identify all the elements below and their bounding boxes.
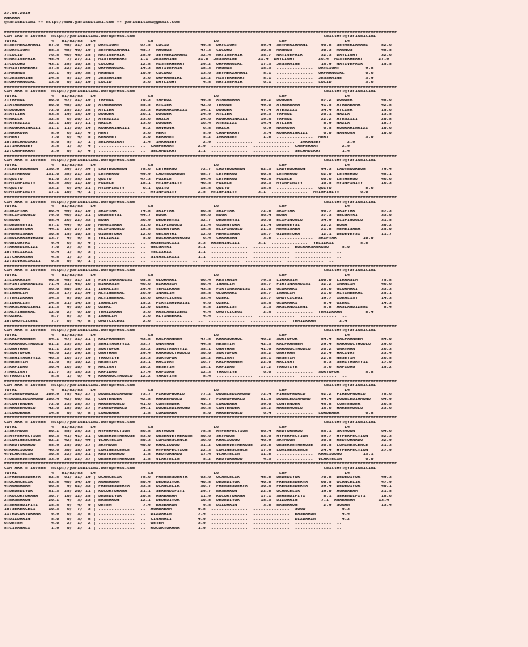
horse-row: 5:ROGKARINKIZI 31.1 11/ 26/ 14 | ROGKARINKIZI 8.2 NAVROVA 6.8 NAZLA 6.9 NAVROVA 6.5 ROGKARINKIZI 10.6: [4, 127, 392, 132]
section-separator: ######################################################################################################################################################: [4, 195, 397, 200]
horse-row: 7:KUCUKTURANA 30.7 10/ 12/ 25 | DEDEDIYOK 20.8 AGABABAM 11.9 KUCUKTURANA 17.1 SERENDIPITI 8.1 SERENDIPITI 18.6: [4, 494, 392, 499]
section-separator: ######################################################################################################################################################: [4, 154, 397, 159]
horse-row: 7:OBSERVETHEROSE 33.9 20/ 22/ 37 | OBSERVETHEROSE 1.8 VLAKTELIN 5.2 REDTORNADO 4.3 .............. VLAKTELIN 6.0: [4, 457, 374, 462]
horse-row: 4:DOUBLEDIAMOND 106.4 42/ 60/ 52 | CONTENDER 42.8 HAKEEMOGLU 50.7 FIREOFWORLD 51.5 DOUBLEDIAMOND 54.4 DOUBLEDIAMOND 64.9: [4, 398, 392, 403]
column-header: TOTAL % 81/82/83 L4 L5 L6 L8F L4: [4, 163, 350, 168]
horse-row: 8:MYINFINITY 63.5 36/ 11/ 10 | FUZELE 18.1 MYINFINITY 46.5 FUZELE 30.3 MYINFINITY 16.5 MYINFINITY 16.3: [4, 182, 392, 187]
horse-row: 7:TEMIZKAAN 34.3 8/ 30/ 25 | ALTINBEKAL 16.6 UMUTCICEGI 33.4 OZEKL 23.7 UMUTCICEGI 19.7 IDEALIST 14.3: [4, 297, 392, 301]
horse-row: 4:KARAGOCTHODLU 61.2 23/ 25/ 18 | SEHITAGAYYIZ 33.7 ONAYHAN 44.8 NESETIM 42.3 KALFAANNEM 29.4 KARAGOCTHODLU 29.6: [4, 342, 392, 347]
horse-row: 3:DAYLIGHT 85.3 48/ 46/ 19 | SEYMEKZAMANI 45.7 MAGNUS 47.3 CUCURU 30.5 MAGNUS 30.3 MAGNUS 48.5: [4, 48, 392, 53]
horse-row: 11:IMKANSEY 3.5 1/ 3/ 4 | .............. .. CANFERAAT 2.9 .............. .............. CANFERAAT 2.9: [4, 145, 350, 150]
section-separator: ######################################################################################################################################################: [4, 416, 397, 421]
section-separator: ######################################################################################################################################################: [4, 324, 397, 329]
horse-row: 6:OETEM 4.0 2/ 1/ 2 | .............. .. OETEM 3.9 .............. .............. .............. ..: [4, 522, 342, 527]
horse-row: 5:UCANCELIK 63.8 40/ 34/ 19 | AGABABAM 50.4 DEDEDIYOK 40.8 DEDEDIYOK 40.8 PRENSESDERYA 60.5 UCANCELIK 47.9: [4, 480, 392, 485]
horse-row: 10:SELAMDIKAT 5.0 5/ 1/ 1 | SELAMDIKAT 1.4 IMKANSEY 2.9 .............. .............. IMKANSEY 2.9: [4, 140, 355, 145]
horse-row: 3:CONTENDER 72.0 23/ 28/ 37 | HAKEEMOGLU 41.6 CONTENDER 43.3 LORDBABA 39.6 CONTENDER 45.8 CONTENDER 26.5: [4, 402, 392, 407]
horse-row: 5:SEYMEKZAMANI 87.6 48/ 31/ 19 | DAYLIGHT 67.5 LUCID 49.8 DAYLIGHT 59.4 SEYMEKZAMANI 96.8 SEYMEKZAMANI 82.6: [4, 44, 392, 49]
horse-row: 1:PRENSESDERYA 82.5 61/ 31/ 19 | UCANCELIK 78.6 PRENSESDERYA 63.6 UCANCELIK 48.8 DEDEDIYOK 70.8 DEDEDIYOK 49.3: [4, 476, 392, 481]
horse-row: 2:BOLKARSAVRUSU 13.7 4/ 9/ 8 | YELIZKIZ 5.0 BOLKARSAVRUSU 6.4 CAKARSAN 3.8 .............. SKIPTAR 10.0: [4, 237, 374, 242]
race-header: CIM ARA = 167888 http://yarisbilimi.wordpress.com twitter:@YarisBilimi: [4, 90, 376, 95]
horse-row: 4:QUITO 33.2 6/ 24/ 21 | MYINFINITY 6.1 QUITO 15.5 QUITO 15.5 .............. QUITO 8.6: [4, 186, 374, 191]
column-header: TOTAL % 81/82/83 L4 L5 L6 L8F L4: [4, 333, 350, 338]
section-separator: ######################################################################################################################################################: [4, 85, 397, 90]
horse-row: 7:LUCID 76.5 46/ 45/ 25 | NATIVEFAIR 28.9 SEYMEKZAMANI 32.4 NATIVEFAIR 35.7 NATIVEFAIR 32.3 DAYLIGHT 32.6: [4, 53, 392, 58]
horse-row: 3:LETHERGO 131.0 38/ 21/ 28 | LETHERGO 49.9 LADYBOURBON 68.7 LETHERGO 60.5 LETHERGO 62.0 LETHERGO 48.1: [4, 172, 392, 177]
horse-row: 6:DOGUER 72.0 25/ 22/ 28 | ATLIER 33.3 ROGKARINKIZI 34.1 DOGUER 47.4 ATESZIZI 34.4 ATLIER 15.6: [4, 108, 392, 113]
race-header: CIM ARA = 167888 http://yarisbilimi.wordpress.com twitter:@YarisBilimi: [4, 466, 376, 471]
horse-row: 10:UMUTCICEGI 7.7 0/ 4/ 8 | UMUTCICEGI 2.6 .............. .. .............. .............. TEMIZKAAN 2.4: [4, 319, 348, 324]
race-header: CIM ARA = 167888 http://yarisbilimi.wordpress.com twitter:@YarisBilimi: [4, 329, 376, 334]
horse-row: 5:INANLIM 36.3 17/ 21/ 34 | ALTINBEKAL 26.9 INANLIM 38.8 GLORMAKI 28.7 INANLIM 21.6 ALTINBEKAL 25.1: [4, 292, 392, 297]
horse-row: 8:ATESZIZI 32.1 10/ 17/ 11 | NAZLA 13.6 DOGUER 16.4 ATESZIZI 14.4 ATLIER 8.9 NAZLA 18.7: [4, 122, 392, 127]
horse-row: 12:CANFERAAT 2.9 0/ 1/ 4 | .............. .. SELAMDIKAT 1.1 .............. .............. SELAMDIKAT 1.4: [4, 150, 350, 154]
horse-row: 2:MAGNUS 26.1 9/ 19/ 38 | MAGNUS 10.9 CUCURU 13.6 SEYMEKZAMANI 8.1 .............. ORPHANGIRL 6.6: [4, 71, 374, 76]
horse-row: 2:BASBARON 20.1 4/ 3/ 23 | BASBARON 12.1 DEDEDIYOK 10.8 DEDEDIYOK 18.3 DIZDARIN 7.1 AGABABAM 13.4: [4, 499, 390, 504]
race-header: CIM ARA = 167888 http://yarisbilimi.wordpress.com twitter:@YarisBilimi: [4, 159, 376, 164]
horse-row: 4:SEHITAGAYYIZ 46.3 16/ 17/ 19 | YAKUTIYE 23.3 SOKTOPUR 18.2 HACIVAT 25.1 NESETIM 22.8 NESETIM 26.5: [4, 356, 392, 361]
horse-row: 10:SEREKCELI 10.3 6/ 7/ 3 | .............. .. AGABABAM 9.8 .............. .............. SOGU 9.3: [4, 508, 350, 513]
race-header: CIM ARA = 167888 http://yarisbilimi.wordpress.com twitter:@YarisBilimi: [4, 269, 376, 274]
horse-row: 3:ATLIER 53.5 19/ 15/ 19 | DOGUER 26.1 DOGUER 24.9 ATLIER 29.3 YAPBOZ 26.1 NAZLA 13.5: [4, 113, 392, 118]
horse-row: 1:LORDBABA 14.8 0/ 6/ 8 | LORDBABA 1.8 LORDBABA 8.0 HAKEEMOGLU 6.4 .............. LORDBABA 6.8: [4, 411, 374, 416]
horse-row: 8:DEDEVEYSI 57.1 44/ 9/ 20 | MEMEISABA 31.6 ELIFINOGLU 21.4 GIDENTURA 21.4 DEDEVEYSI 22.2 BUGA 30.2: [4, 223, 392, 228]
horse-row: 4:ARSLANDIZENI 21.3 9/ 16/ 16 | OZEKL 12.0 OZEKL 5.8 IDEALIST 2.3 ARSLANDIZENI 5.8 ARSLANDIZENI 8.4: [4, 306, 392, 311]
horse-row: 8:NESETIM 31.6 8/ 16/ 12 | NESETIM 23.1 HACIVAT 16.7 KALFAANNEM 22.0 HACIVAT 8.3 SEHITAGAYYIZ 17.0: [4, 361, 392, 366]
race-header: CIM ARA = 167888 http://yarisbilimi.wordpress.com twitter:@YarisBilimi: [4, 384, 376, 389]
horse-row: 2:ALTINBEKAL 12.0 2/ 6/ 10 | TEMIZKAAN 3.6 ARSLANDIZENI 4.4 UMUTCICEGI 2.5 .............. TEMIZKAAN 8.4: [4, 310, 374, 315]
column-header: TOTAL % 81/82/83 L4 L5 L6 L8F L4: [4, 94, 350, 99]
column-header: TOTAL % 81/82/83 L4 L5 L6 L8F L4: [4, 205, 350, 210]
horse-row: 1:GIDENTURA 44.1 16/ 27/ 19 | ELIFINOGLU 18.5 GIDENTURA 18.8 ELIFINOGLU 21.3 MEMEISABA 21.8 MEMEISABA 25.0: [4, 228, 392, 233]
horse-row: 1:LIKRASIM 90.8 45/ 31/ 15 | FIRTINAVADISI 65.8 GLORMAKI 66.4 RESTANIM 79.3 LIKRASIM 100.0 LIKRASIM 75.8: [4, 278, 392, 283]
horse-row: 1:SKYMOON 80.1 55/ 25/ 23 | HYPERFECTION 86.8 SKYMOON 78.8 HYPERFECTION 66.4 REDTORNADO 85.1 SKYMOON 64.6: [4, 430, 392, 435]
race-header: CIM ARA = 167888 http://yarisbilimi.wordpress.com twitter:@YarisBilimi: [4, 421, 376, 426]
header-date: 27.08.2019: [4, 12, 31, 17]
horse-row: 3:SERENDIPITI 15.5 9/ 4/ 9 | OETEM 7.4 BASBARON 9.5 DIZDARIN 3.8 BASBARON 2.9 SOGAN 13.4: [4, 503, 392, 508]
horse-row: 8:DEDEDIYOK 51.3 25/ 20/ 11 | KUCUKTURANA 21.1 SERENDIPITI 29.7 BASBARON 22.8 UCANCELIK 19.0 AGABABAM 21.5: [4, 489, 392, 494]
section-separator: ######################################################################################################################################################: [4, 30, 397, 35]
horse-row: 11:KUCUKTURANA 9.9 6/ 3/ 8 | .............. .. DIZDARIN 7.4 .............. .............. BASBARON 4.4: [4, 512, 350, 517]
section-separator: ######################################################################################################################################################: [4, 462, 397, 467]
horse-row: 9:MERT 7.0 6/ 4/ 5 | KERAMET 3.0 KERAMET 5.2 IMKANSEY 1.8 .............. MERT 3.0: [4, 136, 374, 141]
horse-row: 6:GLORMAKI 56.0 50/ 19/ 21 | IDEALIST 29.4 TEMIZKAAN 43.8 FIRTINAVADISI 31.6 GLORMAKI 25.6 GLORMAKI 33.3: [4, 287, 392, 292]
horse-row: 10:YELIZKIZ 6.4 1/ 5/ 3 | .............. .. YELIZKIZ 1.1 .............. .............. .............. ..: [4, 251, 342, 256]
race-report-document: [4, 3, 524, 536]
horse-row: 5:HAKEEMOGLU 42.6 18/ 30/ 27 | FIREOFWORLD 34.1 DOUBLEDIAMOND 36.5 CONTENDER 15.2 HAKEEMOGLU 15.6 HAKEEMOGLU 23.6: [4, 407, 392, 412]
horse-row: 8:CIVANALI 1.9 0/ 2/ 1 | .............. .. KUCUKTURANA 1.9 .............. .............. .............. ..: [4, 526, 342, 531]
horse-row: 2:NAVROVA 8.9 6/ 12/ 4 | MERT 3.6 MERT 5.9 CANFERAAT 3.4 ROGKARINKIZI 6.0 NAVROVA 10.0: [4, 131, 392, 136]
header-credit: @YarisBilimi -- http://www.yarisbilimi.com -- yarisbilimi@gmail.com: [4, 21, 180, 26]
horse-row: 2:KAPIDAG 30.4 16/ 10/ 9 | HACIVAT 20.2 NESETIM 15.1 KAPIDAG 17.2 YAKUTIYE 3.6 KAPIDAG 15.2: [4, 365, 392, 370]
column-header: TOTAL % 81/82/83 L4 L5 L6 L8F L4: [4, 274, 350, 279]
report-lines: [4, 12, 524, 531]
horse-row: 6:JESSAMINE 24.5 5/ 11/ 34 | JESSAMINE 3.6 ORPHANGIRL 13.2 MISTERHEART 8.1 .............. JESSAMINE 3.9: [4, 76, 374, 81]
horse-row: 9:SOKTOPUR 45.6 12/ 29/ 18 | ONAYHAN 29.4 KARAGOCTHODLU 30.0 SOKTOPUR 35.2 ONAYHAN 22.4 HACIVAT 23.4: [4, 352, 392, 357]
horse-row: 8:FIRTINAVADISI 71.4 31/ 45/ 16 | BIRRASIM 46.6 BIRRASIM 50.4 INANLIM 35.7 FIRTINAVADISI 32.2 INANLIM 46.6: [4, 283, 392, 288]
horse-row: 9:DIZDARIN 5.0 0/ 3/ 8 | .............. .. CIVANALI 4.9 .............. .............. DIZDARIN 4.2: [4, 517, 350, 522]
horse-row: 7:HACIVAT 21.7 3/ 15/ 23 | KAPIDAG 17.4 KAPIDAG 12.3 YAKUTIYE 6.6 .............. SOKTOPUR 5.8: [4, 370, 374, 375]
horse-row: 3:HYPERFECTION 80.3 41/ 41/ 21 | OBSERVETHEROSE 53.0 OBSERVETHEROSE 50.6 SKYMOON 53.6 HYPERFECTION 59.7 HYPERFECTION 52.3: [4, 434, 392, 439]
horse-row: 1:CUCURU 43.1 28/ 16/ 18 | CUCURU 12.8 MISTERHEART 29.2 ORPHANGIRL 17.3 JESSAMINE 15.9 NATIVEFAIR 15.5: [4, 62, 392, 67]
section-separator: ######################################################################################################################################################: [4, 264, 397, 269]
horse-row: 6:BUGA 65.4 26/ 22/ 33 | BUGA 36.9 DEDEVEYSI 32.7 DEDEVEYSI 36.6 ELIFINOGLU 34.9 ELIFINOGLU 31.5: [4, 218, 392, 223]
race-header: CIM ARA = 167888 http://yarisbilimi.wordpress.com twitter:@YarisBilimi: [4, 200, 376, 205]
header-city: ANKARA: [4, 16, 20, 21]
column-header: TOTAL % 81/82/83 L4 L5 L6 L8F L4: [4, 425, 350, 430]
horse-row: 9:OZEKL 8.7 8/ 3/ 8 | INANLIM 2.6 ALTINBEKAL 4.4 .............. .............. .............. ..: [4, 315, 348, 320]
horse-row: 3:SKIPTAR 80.4 49/ 31/ 19 | SKIPTAR 74.8 SKIPTAR 86.8 SKIPTAR 72.8 SKIPTAR 96.7 SKIPTAR 57.3: [4, 209, 392, 214]
horse-row: 4:ELIFINOGLU 79.6 46/ 31/ 21 | DEDEVEYSI 44.7 BUGA 59.6 BUGA 56.4 BUGA 37.3 GELGAYRI 33.0: [4, 214, 392, 219]
horse-row: 12:SIVASLIKIZI 0.5 0/ 0/ 1 | .............. .. .............. .. .............. .............. .............. ..: [4, 260, 335, 265]
horse-row: 2:FIREOFWORLD 109.9 75/ 42/ 27 | DOUBLEDIAMOND 73.7 FIREOFWORLD 77.2 DOUBLEDIAMOND 72.4 FIREOFWORLD 92.2 FIREOFWORLD 78.6: [4, 393, 392, 398]
section-separator: ######################################################################################################################################################: [4, 379, 397, 384]
horse-row: 9:NATIVEFAIR 45.4 7/ 27/ 21 | MISTERHEART 1.1 JESSAMINE 31.8 JESSAMINE 21.4 DAYLIGHT 26.4 MISTERHEART 27.9: [4, 58, 390, 63]
column-header: TOTAL % 81/82/83 L4 L5 L6 L8F L4: [4, 388, 350, 393]
horse-row: 4:MISTERHEART 37.5 22/ 22/ 28 | ORPHANGIRL 14.3 NATIVEFAIR 18.3 MAGNUS 15.3 .............. DAYLIGHT 9.8: [4, 67, 374, 72]
horse-row: 4:NAZLA 32.5 6/ 26/ 17 | ATESZIZI 23.6 NAZLA 24.6 ROGKARINKIZI 19.5 YAPBOZ 22.2 ATESZIZI 20.8: [4, 117, 392, 122]
horse-row: 1:ATABABAMA 80.0 48/ 15/ 10 | ATABABAMA 55.5 ATLIER 42.6 TERGOE 49.6 ATABABAMA 41.5 ATABABAMA 42.8: [4, 104, 392, 109]
horse-row: 6:KHALIOOGO 46.6 30/ 15/ 19 | LUMINESCENCE 1.8 HYPERFECTION 22.3 LUMINESCENCE 17.9 LUMINESCENCE 24.4 HYPERFECTION 27.9: [4, 448, 392, 453]
horse-row: 7:AKREDINCIZI 7.0 2/ 3/ 8 | .............. .. GELGAYRI 3.1 .............. .............. BOLKARSAVRUSU 5.0: [4, 246, 350, 251]
horse-row: 11:CAKARSAN 4.5 1/ 2/ 3 | .............. .. SIVASLIKIZI 1.1 .............. .............. .............. ..: [4, 255, 342, 260]
horse-row: 9:GELGAYRI 9.4 6/ 5/ 4 | .............. .. ARSENINCIZI 3.3 ARSENINCIZI 3.1 .............. YELIZKIZ 5.8: [4, 241, 369, 246]
horse-row: 1:ONAYHAN 61.1 23/ 29/ 10 | SOKTOPUR 33.2 SEHITAGAYYIZ 35.1 ONAYHAN 41.6 KARAGOCTHODLU 26.2 ONAYHAN 26.3: [4, 347, 392, 352]
horse-row: 4:VLAKTELIN 30.5 22/ 15/ 21 | REDTORNADO 1.8 REDTORNADO 17.4 VLAKTELIN 11.8 .............. KHALIOOGO 13.1: [4, 453, 374, 458]
horse-row: 3:IDEALIST 24.5 21/ 14/ 15 | INANLIM 15.2 FIRTINAVADISI 9.6 OZEKL 15.5 GLORMAKI 8.4 OZEKL 14.3: [4, 301, 392, 306]
race-header: CIM IKO = 167893 http://yarisbilimi.wordpress.com twitter:@YarisBilimi: [4, 35, 376, 40]
horse-row: 8:ORPHANGIRL 13.0 0/ 12/ 19 | LUCID 3.6 DAYLIGHT 4.8 NATIVEFAIR 6.1 .............. LUCID 3.6: [4, 81, 374, 86]
horse-row: 5:QUITO 81.0 37/ 35/ 10 | QUITO 47.3 FUZELE 54.4 LETHERGO 40.5 FUZELE 66.6 LETHERGO 46.6: [4, 177, 392, 182]
column-header: TOTAL % 81/82/83 L4 L5 L6 L8F L4: [4, 471, 350, 476]
horse-row: 5:MEMEISABA 30.8 15/ 10/ 15 | GIDENTURA 12.6 GELGAYRI 12.6 MEMEISABA 18.7 GIDENTURA 12.1 DEDEVEYSI 11.7: [4, 232, 392, 237]
horse-row: 6:YAKUTIYE 8.5 1/ 6/ 4 | KARAGOCTHODLU 12.2 YAKUTIYE 8.4 .............. .............. .............. ..: [4, 375, 348, 380]
horse-row: 7:YAPBOZ 80.6 47/ 31/ 19 | YAPBOZ 70.3 YAPBOZ 49.8 ATABABAMA 59.2 DOGUER 87.2 DOGUER 48.6: [4, 99, 392, 104]
column-header: TOTAL % 81/82/83 L4 L5 L6 L8F L4: [4, 39, 350, 44]
horse-row: 6:MYINFINITY 17.1 10/ 4/ 1 | .............. .. MYINFINITY 2.5 MYINFINITY 3.1 .............. MYINFINITY 6.0: [4, 191, 369, 196]
horse-row: 7:LADYBOURBON 130.9 39/ 17/ 34 | LADYBOURBON 78.6 LETHERGO 72.7 LADYBOURBON 62.3 LADYBOURBON 94.3 LADYBOURBON 79.4: [4, 168, 392, 173]
horse-row: 4:AGABABAM 66.5 9/ 62/ 33 | PRENSESDERYA 33.5 UCANCELIK 30.7 PRENSESDERYA 30.5 PRENSESDERYA 39.4 DEDEDIYOK 40.1: [4, 485, 392, 490]
horse-row: 5:REDTORNADO 55.9 25/ 30/ 27 | SKYMOON 40.0 KHALIOOGO 31.2 OBSERVETHEROSE 26.8 OBSERVETHEROSE 36.5 LUMINESCENCE 21.3: [4, 444, 392, 448]
horse-row: 3:KALFAANNEM 84.1 47/ 31/ 21 | KALFAANNEM 43.8 KALFAANNEM 47.8 KARASOKHOL 46.2 SOKTOPUR 84.4 KALFAANNEM 84.0: [4, 338, 392, 343]
horse-row: 2:LUMINESCENCE 62.2 42/ 52/ 44 | VLAKTELIN 50.3 LUMINESCENCE 36.6 KHALIOOGO 46.9 SKYMOON 36.5 REDTORNADO 32.9: [4, 439, 392, 444]
